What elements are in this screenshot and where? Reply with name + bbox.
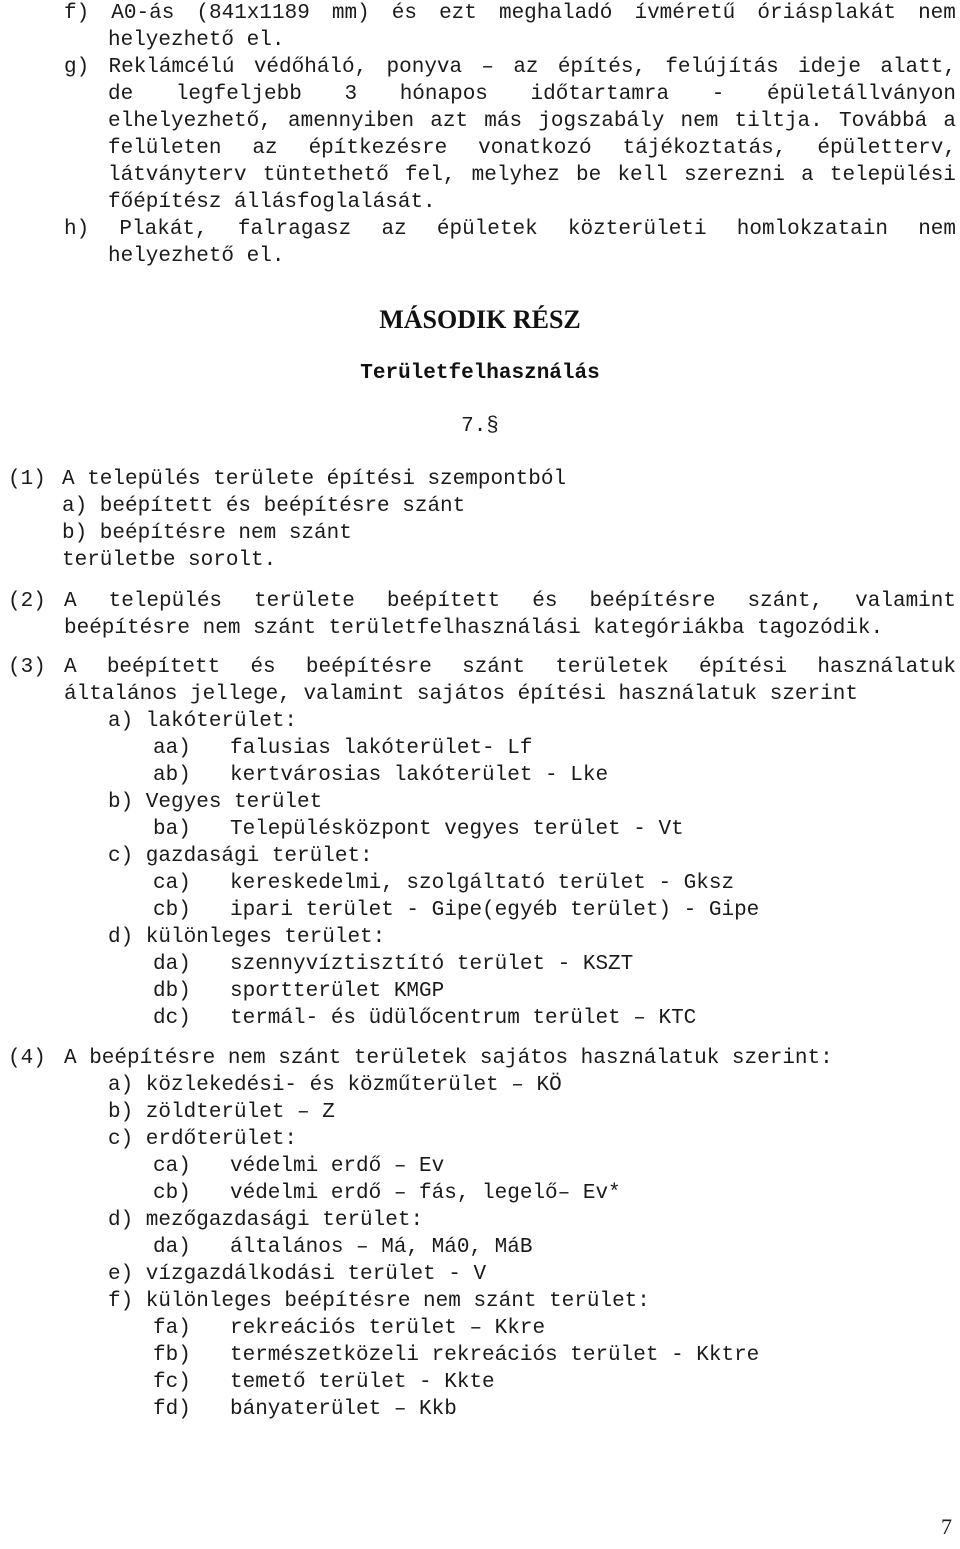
- para-4-item-b: b) zöldterület – Z: [108, 1101, 335, 1124]
- para-3-item-b: b) Vegyes terület: [108, 791, 323, 814]
- word: ponyva: [386, 56, 463, 79]
- para-3-line-2: általános jellege, valamint sajátos építési használatuk szerint: [64, 683, 858, 706]
- para-4-line-1: A beépítésre nem szánt területek sajátos használatuk szerint:: [64, 1047, 833, 1070]
- word: épületterv,: [817, 137, 956, 160]
- para-1-line-1: A település területe építési szempontból: [62, 468, 567, 491]
- word: időtartamra: [530, 83, 670, 106]
- item-text: kereskedelmi, szolgáltató terület - Gksz: [230, 872, 735, 895]
- word: a: [943, 110, 956, 133]
- word: települési: [829, 164, 956, 187]
- word: fel,: [405, 164, 456, 187]
- word: közterületi: [567, 218, 707, 241]
- page-number: 7: [941, 1514, 952, 1539]
- item-text: sportterület KMGP: [230, 980, 445, 1003]
- item-f-continuation: [108, 27, 956, 54]
- item-label: db): [153, 980, 191, 1003]
- word: A: [64, 590, 77, 613]
- item-label: cb): [153, 1182, 191, 1205]
- item-g-line-5: [108, 162, 956, 189]
- word: elhelyezhető,: [108, 110, 272, 133]
- word: épületállványon: [766, 83, 956, 106]
- para-4-item-e: e) vízgazdálkodási terület - V: [108, 1263, 487, 1286]
- word: legfeljebb: [175, 83, 302, 106]
- item-text: termál- és üdülőcentrum terület – KTC: [230, 1007, 697, 1030]
- item-g-line-4: [108, 135, 956, 162]
- para-3: [64, 654, 956, 708]
- word: tájékoztatás,: [622, 137, 787, 160]
- word: be: [576, 164, 602, 187]
- para-4-item-c: c) erdőterület:: [108, 1128, 298, 1151]
- item-g-line-6: főépítész állásfoglalását.: [108, 191, 436, 214]
- item-label: ca): [153, 872, 191, 895]
- word: felületen: [108, 137, 222, 160]
- word: Plakát,: [119, 218, 208, 241]
- word: jogszabály: [538, 110, 665, 133]
- item-text: falusias lakóterület- Lf: [230, 737, 533, 760]
- word: és: [532, 590, 558, 613]
- word: tüntethető: [262, 164, 389, 187]
- word: azt: [430, 110, 469, 133]
- word: A0-ás: [111, 2, 175, 25]
- word: beépítésre: [589, 590, 716, 613]
- part-title: MÁSODIK RÉSZ: [379, 305, 581, 334]
- item-text: Településközpont vegyes terület - Vt: [230, 818, 684, 841]
- word: beépítésre: [305, 656, 432, 679]
- item-f-line-1: [64, 0, 956, 27]
- word: beépített: [106, 656, 221, 679]
- para-3-item-c: c) gazdasági terület:: [108, 845, 373, 868]
- para-1-number: (1): [8, 468, 46, 491]
- word: nem: [918, 2, 956, 25]
- word: használatuk: [817, 656, 956, 679]
- item-label: dc): [153, 1007, 191, 1030]
- word: felújítás: [665, 56, 779, 79]
- word: az: [381, 218, 407, 241]
- item-label: fd): [153, 1398, 191, 1421]
- item-text: védelmi erdő – fás, legelő– Ev*: [230, 1182, 621, 1205]
- word: tiltja.: [734, 110, 823, 133]
- word: alatt,: [880, 56, 956, 79]
- word: kell: [617, 164, 668, 187]
- item-text: ipari terület - Gipe(egyéb terület) - Gipe: [230, 899, 760, 922]
- word: de: [108, 83, 134, 106]
- item-text: rekreációs terület – Kkre: [230, 1317, 546, 1340]
- item-g-line-2: [108, 81, 956, 108]
- word: homlokzatain: [736, 218, 888, 241]
- word: a: [801, 164, 814, 187]
- item-label: fb): [153, 1344, 191, 1367]
- word: területe: [254, 590, 355, 613]
- item-g-line-1: [64, 54, 956, 81]
- para-3-item-a: a) lakóterület:: [108, 710, 298, 733]
- word: meghaladó: [498, 2, 613, 25]
- item-label: da): [153, 1236, 191, 1259]
- word: ívméretű: [634, 2, 736, 25]
- item-label: cb): [153, 899, 191, 922]
- word: Reklámcélú: [108, 56, 235, 79]
- word: falragasz: [237, 218, 352, 241]
- word: szerezni: [684, 164, 785, 187]
- item-f: [64, 0, 956, 27]
- word: (841x1189: [196, 2, 310, 25]
- word: f): [64, 2, 90, 25]
- item-f-line-2: helyezhető el.: [108, 29, 285, 52]
- para-1-item-a: a) beépített és beépítésre szánt: [62, 495, 466, 518]
- word: valamint: [855, 590, 956, 613]
- item-text: temető terület - Kkte: [230, 1371, 495, 1394]
- word: vonatkozó: [478, 137, 592, 160]
- word: melyhez: [471, 164, 560, 187]
- word: területek: [555, 656, 669, 679]
- item-text: szennyvíztisztító terület - KSZT: [230, 953, 634, 976]
- word: épületek: [436, 218, 538, 241]
- word: más: [484, 110, 523, 133]
- word: óriásplakát: [757, 2, 896, 25]
- word: A: [64, 656, 77, 679]
- item-h-continuation: [108, 243, 956, 270]
- para-1: [62, 466, 566, 574]
- item-text: bányaterület – Kkb: [230, 1398, 457, 1421]
- item-text: kertvárosias lakóterület - Lke: [230, 764, 609, 787]
- word: g): [64, 56, 90, 79]
- para-4-item-f: f) különleges beépítésre nem szánt terület:: [108, 1290, 650, 1313]
- item-label: fc): [153, 1371, 191, 1394]
- para-3-item-d: d) különleges terület:: [108, 926, 386, 949]
- para-1-end: területbe sorolt.: [62, 549, 277, 572]
- item-text: általános – Má, Má0, MáB: [230, 1236, 533, 1259]
- item-h-line-1: [64, 216, 956, 243]
- item-label: ba): [153, 818, 191, 841]
- para-4-item-a: a) közlekedési- és közműterület – KÖ: [108, 1074, 562, 1097]
- word: az: [252, 137, 278, 160]
- item-h: [64, 216, 956, 243]
- word: mm): [331, 2, 370, 25]
- item-h-line-2: helyezhető el.: [108, 245, 285, 268]
- section-label: 7.§: [461, 415, 499, 438]
- word: -: [711, 83, 725, 106]
- para-4-number: (4): [8, 1047, 46, 1070]
- para-2-number: (2): [8, 590, 46, 613]
- word: építés,: [557, 56, 647, 79]
- word: ideje: [798, 56, 862, 79]
- para-3-line-1: [64, 654, 956, 681]
- item-label: aa): [153, 737, 191, 760]
- para-2: [64, 588, 956, 642]
- word: építési: [698, 656, 788, 679]
- item-g-body: [108, 81, 956, 216]
- word: szánt: [462, 656, 526, 679]
- item-text: védelmi erdő – Ev: [230, 1155, 445, 1178]
- item-g: [64, 54, 956, 81]
- para-2-line-1: [64, 588, 956, 615]
- word: 3: [344, 83, 358, 106]
- item-label: fa): [153, 1317, 191, 1340]
- word: település: [108, 590, 223, 613]
- word: szánt,: [747, 590, 824, 613]
- word: nem: [680, 110, 719, 133]
- word: és: [250, 656, 276, 679]
- word: Továbbá: [838, 110, 928, 133]
- word: –: [481, 56, 495, 79]
- item-label: da): [153, 953, 191, 976]
- word: h): [64, 218, 90, 241]
- word: hónapos: [399, 83, 488, 106]
- item-text: természetközeli rekreációs terület - Kktre: [230, 1344, 760, 1367]
- word: az: [513, 56, 539, 79]
- item-g-line-3: [108, 108, 956, 135]
- para-2-line-2: beépítésre nem szánt területfelhasználási kategóriákba tagozódik.: [64, 617, 884, 640]
- chapter-title: Területfelhasználás: [360, 362, 600, 385]
- word: ezt: [439, 2, 477, 25]
- word: amennyiben: [288, 110, 415, 133]
- item-label: ab): [153, 764, 191, 787]
- word: látványterv: [108, 164, 247, 187]
- para-4-item-d: d) mezőgazdasági terület:: [108, 1209, 424, 1232]
- word: védőháló,: [253, 56, 368, 79]
- word: és: [391, 2, 417, 25]
- word: beépített: [386, 590, 501, 613]
- word: építkezésre: [308, 137, 448, 160]
- para-1-item-b: b) beépítésre nem szánt: [62, 522, 352, 545]
- item-label: ca): [153, 1155, 191, 1178]
- word: nem: [918, 218, 956, 241]
- para-3-number: (3): [8, 656, 46, 679]
